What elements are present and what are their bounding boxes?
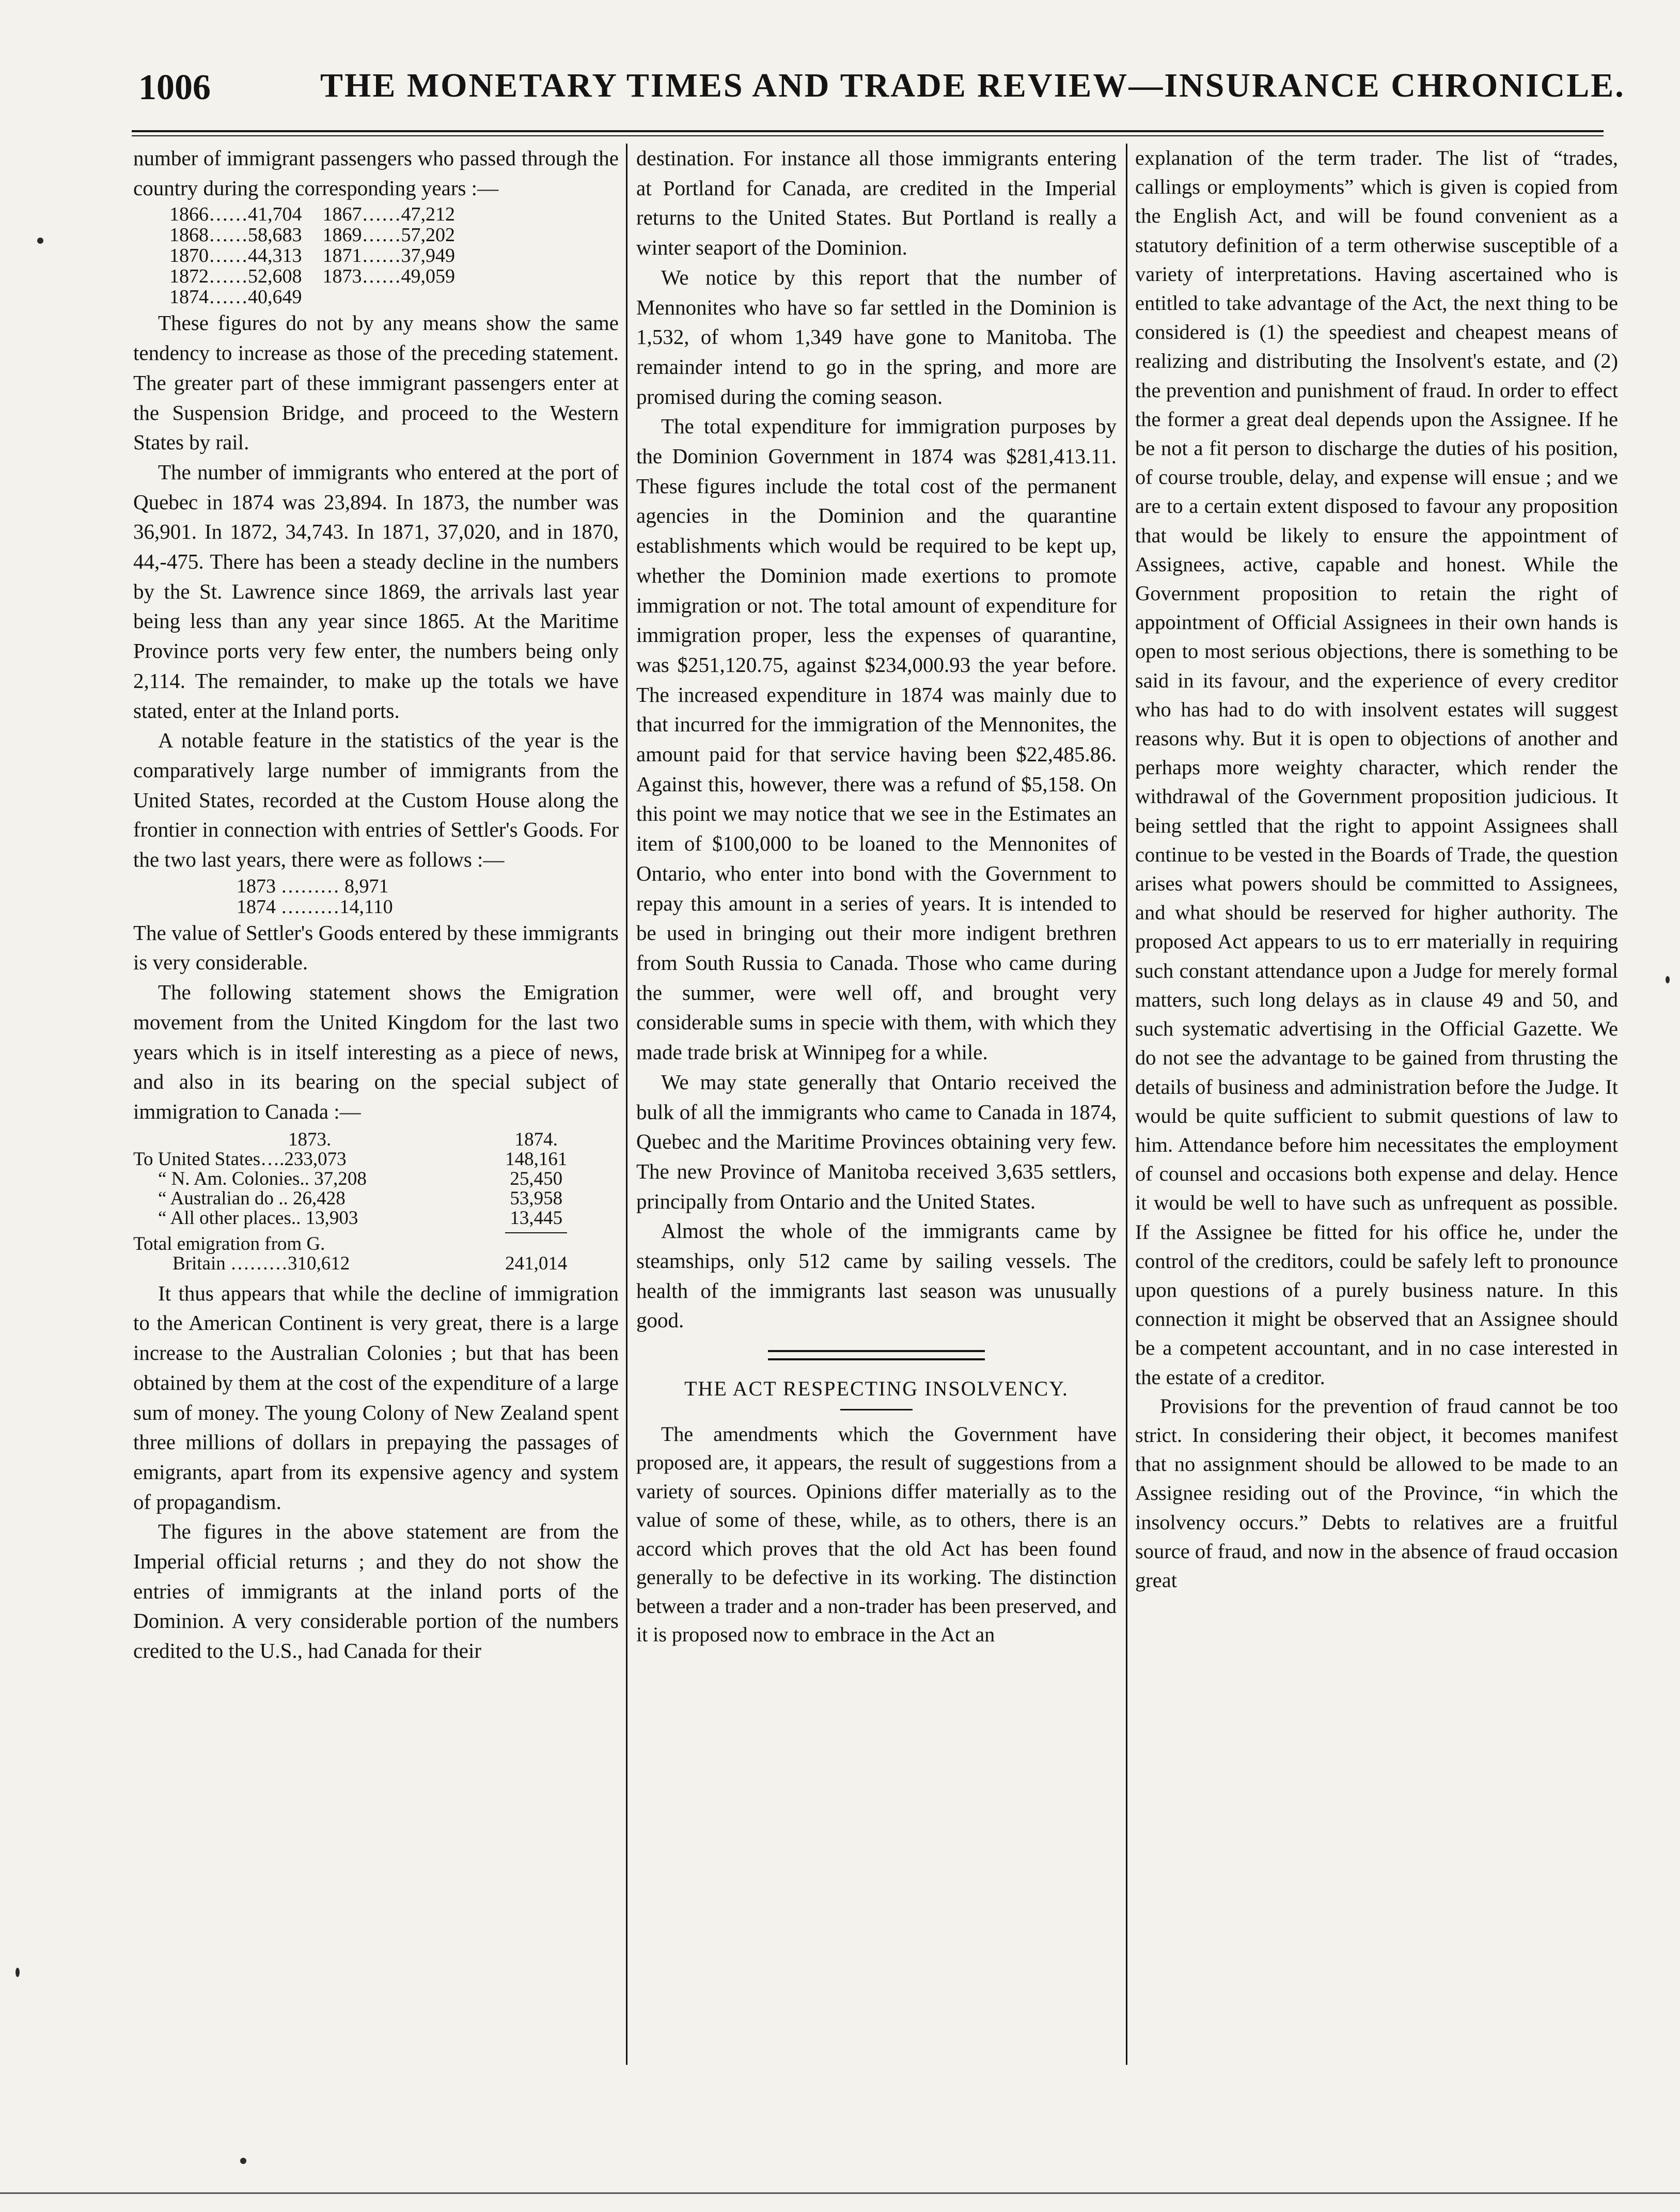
section-heading: THE ACT RESPECTING INSOLVENCY. <box>684 1377 1069 1401</box>
stats-row <box>169 245 476 266</box>
stats-cell: 1866……41,704 <box>169 203 302 226</box>
table-cell: “ Australian do .. 26,428 <box>158 1187 346 1209</box>
column-2 <box>636 144 1117 1649</box>
table-cell: 53,958 <box>510 1187 563 1209</box>
stats-row <box>169 204 476 225</box>
table-total-label-row <box>133 1234 619 1254</box>
stats-cell: 1869……57,202 <box>322 224 455 246</box>
paragraph: The number of immigrants who entered at the port of Quebec in 1874 was 23,894. In 1873, the number was 36,901. In 1872, 34,743. In 1871, 37,020, and in 1870, 44,-475. There has been a steady decline in the numbers by the St. Lawrence since 1869, the arrivals last year being less than any year since 1865. At the Maritime Province ports very few enter, the numbers being only 2,114. The remainder, to make up the totals we have stated, enter at the Inland ports. <box>133 460 619 723</box>
section-separator <box>768 1350 985 1360</box>
paragraph: The total expenditure for immigration purposes by the Dominion Government in 1874 was $281,413.11. These figures include the total cost of the permanent agencies in the Dominion and the quarantine establishments which would be required to be kept up, whether the Dominion made exertions to promote immigration or not. The total amount of expenditure for immigration proper, less the expenses of quarantine, was $251,120.75, against $234,000.93 the year before. The increased expenditure in 1874 was mainly due to that incurred for the immigration of the Mennonites, the amount paid for that service having been $22,485.86. Against this, however, there was a refund of $5,158. On this point we may notice that we see in the Estimates an item of $100,000 to be loaned to the Mennonites of Ontario, who enter into bond with the Government to repay this amount in a series of years. It is intended to be used in bringing out their more indigent brethren from South Russia to Canada. Those who came during the summer, were well off, and brought very considerable sums in specie with them, with which they made trade brisk at Winnipeg for a while. <box>636 414 1117 1064</box>
table-row <box>133 1209 619 1228</box>
stats-line: 1873 ……… 8,971 <box>237 875 389 897</box>
header-rule-bottom <box>132 135 1604 136</box>
table-cell: 25,450 <box>510 1168 563 1189</box>
stats-cell: 1871……37,949 <box>322 245 455 267</box>
table-cell: 148,161 <box>505 1148 568 1170</box>
stats-cell: 1868……58,683 <box>169 224 302 246</box>
table-row <box>133 1150 619 1169</box>
ink-speck <box>37 238 43 244</box>
table-header-row <box>133 1130 619 1150</box>
table-row <box>133 1189 619 1209</box>
paragraph: It thus appears that while the decline of immigration to the American Continent is very great, there is a large increase to the Australian Colonies ; but that has been obtained by them at the cost of the expenditure of a large sum of money. The young Colony of New Zealand spent three millions of dollars in prepaying the passages of emigrants, apart from its expensive agency and system of propagandism. <box>133 1281 619 1514</box>
table-total-row <box>133 1254 619 1274</box>
ink-speck <box>240 2158 246 2164</box>
column-1 <box>133 144 619 1666</box>
paragraph: The amendments which the Government have proposed are, it appears, the result of suggestions from a variety of sources. Opinions differ materially as to the value of some of these, while, as to others, there is an accord which proves that the old Act has been found generally to be defective in its working. The distinction between a trader and a non-trader has been preserved, and it is proposed now to embrace in the Act an <box>636 1422 1117 1646</box>
table-rule <box>505 1232 567 1233</box>
paragraph: These figures do not by any means show the same tendency to increase as those of the preceding statement. The greater part of these immigrant passengers enter at the Suspension Bridge, and proceed to the Western States by rail. <box>133 311 619 454</box>
emigration-table <box>133 1130 619 1274</box>
stats-line: 1874 ………14,110 <box>237 896 393 918</box>
stats-cell: 1867……47,212 <box>322 203 455 226</box>
stats-list-us-immigrants <box>237 876 619 917</box>
stats-cell: 1873……49,059 <box>322 265 455 288</box>
stats-cell: 1872……52,608 <box>169 265 302 288</box>
paragraph: A notable feature in the statistics of the year is the comparatively large number of immigrants from the United States, recorded at the Custom House along the frontier in connection with entries of Settler's Goods. For the two last years, there were as follows :— <box>133 728 619 872</box>
table-row <box>133 1169 619 1189</box>
ink-speck <box>1666 976 1670 983</box>
stats-list-yearly-passengers <box>133 204 619 307</box>
ink-speck <box>15 1968 20 1977</box>
column-divider-1 <box>626 144 627 2065</box>
table-total-cell: Britain ………310,612 <box>172 1252 350 1274</box>
paragraph: number of immigrant passengers who passed through the country during the corresponding years :— <box>133 146 619 200</box>
table-cell: 13,445 <box>510 1207 563 1229</box>
masthead-title: THE MONETARY TIMES AND TRADE REVIEW—INSURANCE CHRONICLE. <box>320 67 1625 104</box>
header-rule-top <box>132 130 1604 132</box>
table-cell: “ N. Am. Colonies.. 37,208 <box>158 1168 367 1189</box>
stats-row <box>169 266 476 287</box>
paragraph: The value of Settler's Goods entered by these immigrants is very considerable. <box>133 920 619 975</box>
table-header: 1874. <box>514 1128 558 1150</box>
column-divider-2 <box>1126 144 1127 2065</box>
stats-cell <box>323 287 476 307</box>
paragraph: We notice by this report that the number of Mennonites who have so far settled in the Dominion is 1,532, of whom 1,349 have gone to Manitoba. The remainder intend to go in the spring, and more are promised during the coming season. <box>636 265 1117 409</box>
table-cell: To United States….233,073 <box>133 1148 347 1170</box>
paragraph: Provisions for the prevention of fraud cannot be too strict. In considering their object, it becomes manifest that no assignment should be allowed to be made to an Assignee residing out of the Province, “in which the insolvency occurs.” Debts to relatives are a fruitful source of fraud, and now in the absence of fraud occasion great <box>1135 1394 1618 1592</box>
page-number: 1006 <box>138 68 211 107</box>
column-3 <box>1135 144 1618 1595</box>
paragraph: explanation of the term trader. The list of “trades, callings or employments” which is given is copied from the English Act, and will be found convenient as a statutory definition of a term otherwise susceptible of a variety of interpretations. Having ascertained who is entitled to take advantage of the Act, the next thing to be considered is (1) the speediest and cheapest means of realizing and distributing the Insolvent's estate, and (2) the prevention and punishment of fraud. In order to effect the former a great deal depends upon the Assignee. If he be not a fit person to discharge the duties of his position, of course trouble, delay, and expense will ensue ; and we are to a certain extent disposed to favour any proposition that would be likely to ensure the appointment of Assignees, active, capable and honest. While the Government proposition to retain the right of appointment of Official Assignees in their own hands is open to most serious objections, there is something to be said in its favour, and the experience of every creditor who has had to do with insolvent estates will suggest reasons why. But it is open to objections of another and perhaps more weighty character, which render the withdrawal of the Government proposition judicious. It being settled that the right to appoint Assignees shall continue to be vested in the Boards of Trade, the question arises what powers should be committed to Assignees, and what should be reserved for higher authority. The proposed Act appears to us to err materially in requiring such constant attendance upon a Judge for merely formal matters, such long delays as in clause 49 and 50, and such systematic advertising in the Official Gazette. We do not see the advantage to be gained from thrusting the details of business and administration before the Judge. It would be quite sufficient to submit questions of law to him. Attendance before him necessitates the employment of counsel and occasions both expense and delay. Hence it would be well to have such as unfrequent as possible. If the Assignee be fitted for his office he, under the control of the creditors, could be safely left to pronounce upon questions of a purely business nature. In this connection it might be observed that an Assignee should be a competent accountant, and in no case interested in the estate of a creditor. <box>1135 146 1618 1389</box>
stats-row <box>169 225 476 245</box>
table-cell: “ All other places.. 13,903 <box>158 1207 358 1229</box>
stats-row <box>169 287 476 307</box>
table-total-label: Total emigration from G. <box>133 1233 325 1254</box>
paragraph: The figures in the above statement are from the Imperial official returns ; and they do not show the entries of immigrants at the inland ports of the Dominion. A very considerable portion of the numbers credited to the U.S., had Canada for their <box>133 1519 619 1663</box>
stats-cell: 1874……40,649 <box>169 286 302 308</box>
paragraph: We may state generally that Ontario received the bulk of all the immigrants who came to Canada in 1874, Quebec and the Maritime Provinces obtaining very few. The new Province of Manitoba received 3,635 settlers, principally from Ontario and the United States. <box>636 1070 1117 1213</box>
page-bottom-edge <box>0 2192 1680 2194</box>
stats-cell: 1870……44,313 <box>169 245 302 267</box>
paragraph: destination. For instance all those immigrants entering at Portland for Canada, are credited in the Imperial returns to the United States. But Portland is really a winter seaport of the Dominion. <box>636 146 1117 260</box>
heading-rule <box>840 1409 913 1410</box>
paragraph: The following statement shows the Emigration movement from the United Kingdom for the last two years which is in itself interesting as a piece of news, and also in its bearing on the special subject of immigration to Canada :— <box>133 980 619 1123</box>
table-header: 1873. <box>288 1128 332 1150</box>
paragraph: Almost the whole of the immigrants came by steamships, only 512 came by sailing vessels. The health of the immigrants last season was unusually good. <box>636 1219 1117 1332</box>
table-total-cell: 241,014 <box>505 1252 568 1274</box>
